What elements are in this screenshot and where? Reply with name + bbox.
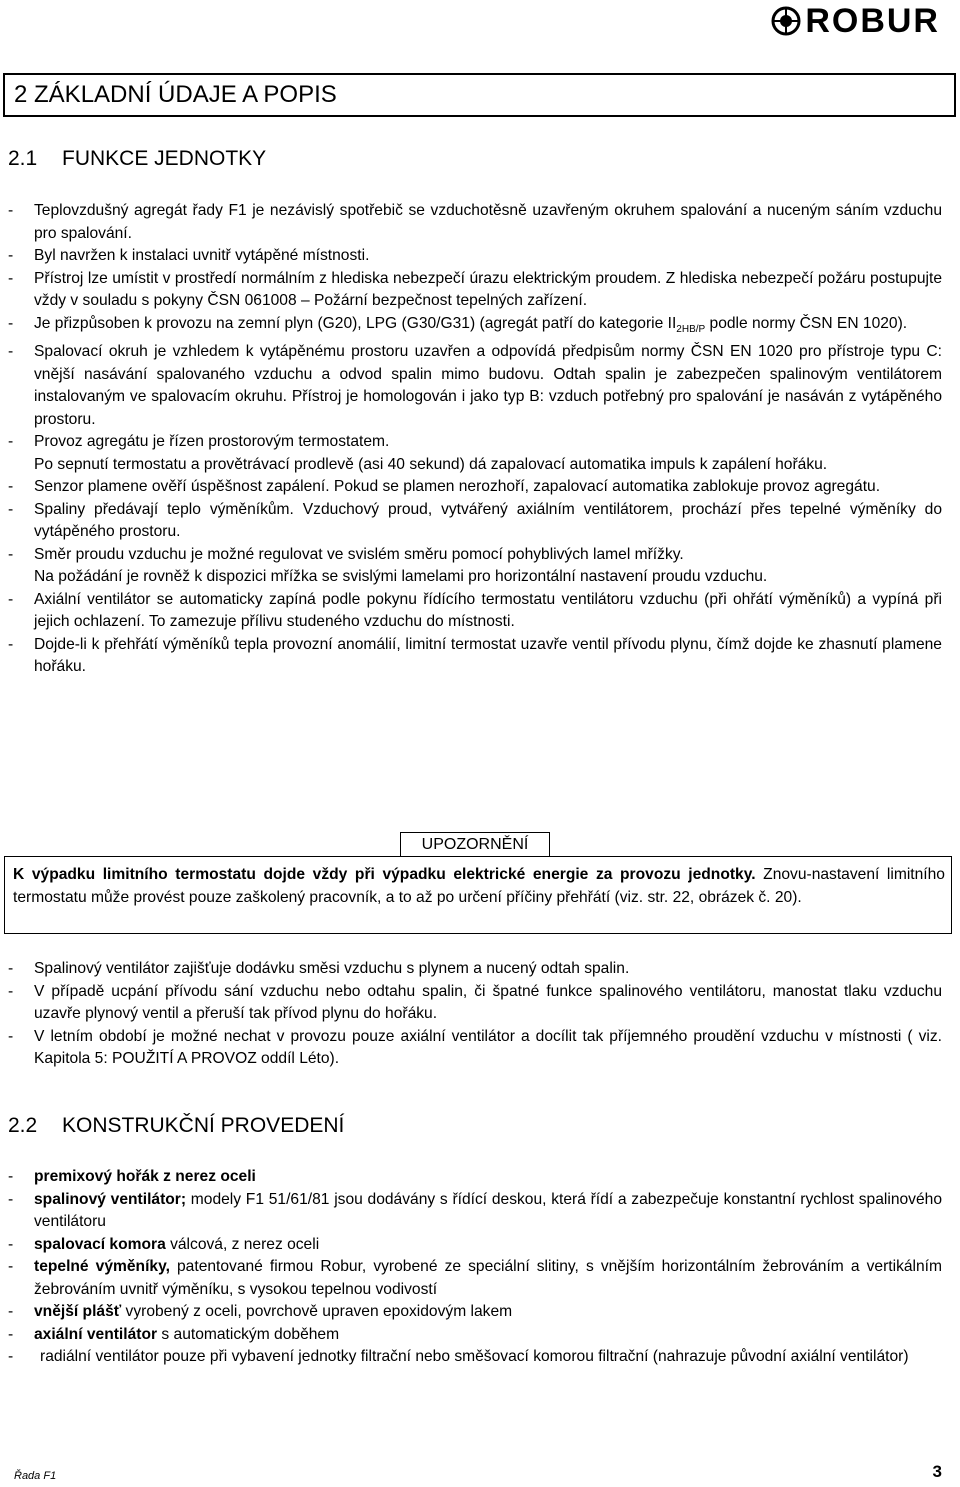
section-heading-2-1 <box>8 147 266 171</box>
list-continuation: Na požádání je rovněž k dispozici mřížka se svislými lamelami pro horizontální nastavení proudu vzduchu. <box>34 568 768 586</box>
warning-box <box>4 856 952 934</box>
logo-text: ROBUR <box>805 1 940 40</box>
list-item: - radiální ventilátor pouze při vybavení jednotky filtrační nebo směšovací komorou filtrační (nahrazuje původní axiální ventilátor) <box>8 1348 909 1365</box>
section-heading-2-2 <box>8 1114 344 1138</box>
list-item: - Axiální ventilátor se automaticky zapíná podle pokynu řídícího termostatu ventilátoru vzduchu (při ohřátí výměníků) a vypíná při jejich ochlazení. To zamezuje přílivu studeného vzduchu do místnosti. <box>8 590 942 631</box>
page-number: 3 <box>932 1462 942 1481</box>
list-item: - Spaliny předávají teplo výměníkům. Vzduchový proud, vytvářený axiálním ventilátorem, prochází přes tepelné výměníky do vytápěného prostoru. <box>8 500 942 541</box>
list-item: - premixový hořák z nerez oceli <box>8 1168 256 1185</box>
list-item: - axiální ventilátor s automatickým doběhem <box>8 1325 340 1343</box>
function-list <box>8 200 942 679</box>
list-item: - Provoz agregátu je řízen prostorovým termostatem. <box>8 433 390 451</box>
chapter-heading-box <box>3 73 956 117</box>
robur-emblem-icon <box>771 6 801 36</box>
list-item: - V letním období je možné nechat v provozu pouze axiální ventilátor a docílit tak příjemného proudění vzduchu v místnosti ( viz. Kapitola 5: POUŽITÍ A PROVOZ oddíl Léto). <box>8 1027 942 1067</box>
list-continuation: Po sepnutí termostatu a provětrávací prodlevě (asi 40 sekund) dá zapalovací automatika impuls k zapálení hořáku. <box>34 455 828 473</box>
warning-text: Znovu-nastavení limitního termostatu může provést pouze zaškolený pracovník, a to až po určení příčiny přehřátí (viz. str. 22, obrázek č. 20). <box>13 866 945 906</box>
footer-series-label: Řada F1 <box>14 1470 57 1482</box>
section-title: FUNKCE JEDNOTKY <box>62 147 267 170</box>
list-item: - Byl navržen k instalaci uvnitř vytápěné místnosti. <box>8 247 370 264</box>
list-item: - vnější plášť vyrobený z oceli, povrchově upraven epoxidovým lakem <box>8 1303 513 1320</box>
list-item: - Senzor plamene ověří úspěšnost zapálení. Pokud se plamen nerozhoří, zapalovací automatika zablokuje provoz agregátu. <box>8 478 881 496</box>
list-item: - tepelné výměníky, patentované firmou Robur, vyrobené ze speciální slitiny, s vnějším horizontálním žebrováním a vertikálním žebrováním uvnitř výměníku, s vysokou tepelnou vodivostí <box>8 1258 942 1298</box>
list-item: - Spalovací okruh je vzhledem k vytápěnému prostoru uzavřen a odpovídá předpisům normy ČSN EN 1020 pro přístroje typu C: vnější nasávání spalovaného vzduchu a odvod spalin mimo budovu. Odtah spalin je zabezpečen spalinovým ventilátorem instalovaným ve spalovacím okruhu. Přístroj je homologován i jako typ B: vzduch potřebný pro spalování je nasáván z vytápěného prostoru. <box>8 343 942 428</box>
list-item-gas: - Je přizpůsoben k provozu na zemní plyn (G20), LPG (G30/G31) (agregát patří do kategorie $II_{2HB/P}$ podle normy ČSN EN 1020). <box>8 314 908 335</box>
warning-bold-text: K výpadku limitního termostatu dojde vždy při výpadku elektrické energie za provozu jednotky. <box>13 866 756 883</box>
chapter-title: 2 ZÁKLADNÍ ÚDAJE A POPIS <box>14 81 337 108</box>
construction-list <box>8 1166 942 1369</box>
list-item: - spalovací komora válcová, z nerez oceli <box>8 1235 320 1253</box>
function-list-continued <box>8 958 942 1071</box>
list-item: - Přístroj lze umístit v prostředí normálním z hlediska nebezpečí úrazu elektrickým proudem. Z hlediska nebezpečí požáru postupujte vždy v souladu s pokyny ČSN 061008 – Požární bezpečnost tepelných zařízení. <box>8 269 942 309</box>
robur-logo <box>771 1 940 40</box>
warning-label: UPOZORNĚNÍ <box>400 832 550 857</box>
section-number: 2.1 <box>8 147 38 170</box>
section-number: 2.2 <box>8 1114 38 1137</box>
section-title: KONSTRUKČNÍ PROVEDENÍ <box>62 1114 345 1137</box>
list-item: - Dojde-li k přehřátí výměníků tepla provozní anomálií, limitní termostat uzavře ventil přívodu plynu, čímž dojde ke zhasnutí plamene hořáku. <box>8 635 942 676</box>
list-item: - spalinový ventilátor; modely F1 51/61/81 jsou dodávány s řídící deskou, která řídí a zabezpečuje konstantní rychlost spalinového ventilátoru <box>8 1190 942 1230</box>
list-item: - Spalinový ventilátor zajišťuje dodávku směsi vzduchu s plynem a nucený odtah spalin. <box>8 960 630 977</box>
list-item: - Teplovzdušný agregát řady F1 je nezávislý spotřebič se vzduchotěsně uzavřeným okruhem spalování a nuceným sáním vzduchu pro spalování. <box>8 202 942 242</box>
list-item: - V případě ucpání přívodu sání vzduchu nebo odtahu spalin, či špatné funkce spalinového ventilátoru, manostat tlaku vzduchu uzavře plynový ventil a přeruší tak přívod plynu do hořáku. <box>8 982 942 1022</box>
list-item: - Směr proudu vzduchu je možné regulovat ve svislém směru pomocí pohyblivých lamel mřížky. <box>8 545 684 563</box>
